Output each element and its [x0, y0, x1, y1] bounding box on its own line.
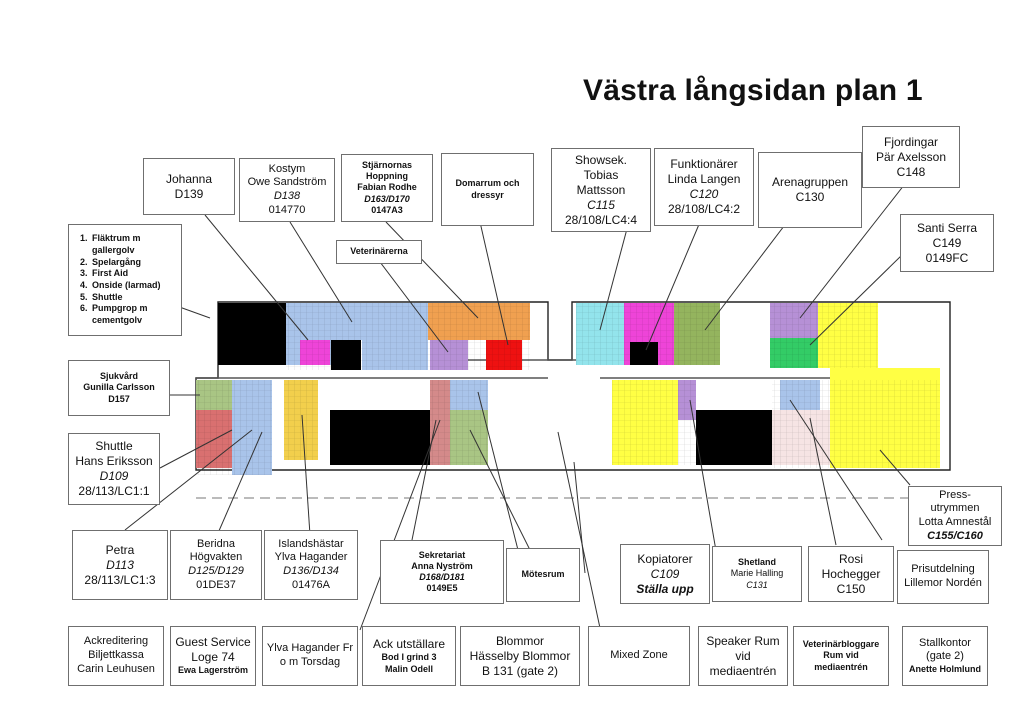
label-text: D125/D129 — [188, 565, 244, 577]
label-text: 014770 — [268, 203, 306, 216]
label-text: Ylva Hagander Fr — [266, 642, 354, 655]
label-text: B 131 (gate 2) — [481, 663, 559, 678]
label-stallkontor — [902, 626, 988, 686]
label-text: D157 — [108, 393, 130, 404]
legend-box — [68, 224, 182, 336]
label-text: Lillemor Nordén — [904, 577, 982, 589]
label-text: Mötesrum — [521, 569, 565, 580]
label-text: Lotta Amnestål — [918, 516, 992, 528]
label-text: mediaentrén — [814, 661, 868, 672]
label-domarrum — [441, 153, 534, 226]
page-title: Västra långsidan plan 1 — [583, 74, 923, 107]
label-text: Marie Halling — [730, 568, 784, 579]
label-text: C131 — [746, 579, 768, 590]
label-text: D136/D134 — [283, 565, 339, 577]
label-kostym — [239, 158, 335, 222]
label-text: D113 — [106, 557, 134, 572]
label-text: Sekretariat — [418, 549, 466, 560]
label-text: Domarrum och — [455, 178, 520, 189]
label-text: Prisutdelning — [911, 563, 975, 576]
label-text: 01476A — [292, 578, 330, 591]
label-text: Veterinärerna — [350, 246, 408, 257]
label-fjordingar — [862, 126, 960, 188]
label-text: D138 — [273, 190, 301, 202]
room-black-1 — [218, 303, 286, 365]
label-text: Ewa Lagerström — [177, 665, 249, 676]
label-text: Ställa upp — [636, 581, 694, 596]
label-text: 0149FC — [925, 250, 969, 265]
label-text: 28/113/LC1:1 — [78, 484, 150, 498]
label-text: 01DE37 — [196, 578, 236, 591]
label-text: Fabian Rodhe — [357, 182, 417, 193]
label-stjarnornas — [341, 154, 433, 222]
label-text: Malin Odell — [384, 663, 433, 674]
label-sekretariat — [380, 540, 504, 604]
label-text: 28/108/LC4:2 — [667, 202, 741, 216]
label-text: Linda Langen — [667, 172, 741, 186]
label-press — [908, 486, 1002, 546]
label-veterinarerna — [336, 240, 422, 264]
label-text: Ylva Hagander — [274, 551, 348, 564]
label-text: Ack utställare — [372, 637, 446, 652]
label-prisutdelning — [897, 550, 989, 604]
label-funktionarer — [654, 148, 754, 226]
label-text: Press- — [939, 488, 971, 501]
room-black-5 — [696, 410, 772, 465]
label-text: Carin Leuhusen — [77, 662, 155, 675]
label-text: Veterinärbloggare — [802, 639, 880, 650]
label-text: 28/113/LC1:3 — [84, 572, 156, 587]
label-text: (gate 2) — [926, 650, 964, 663]
label-text: Anna Nyström — [411, 560, 473, 571]
room-black-4 — [330, 410, 430, 465]
label-text: Fjordingar — [883, 134, 939, 149]
label-text: Arenagruppen — [771, 175, 849, 189]
label-text: Rosi — [838, 551, 863, 566]
label-text: Kopiatorer — [637, 551, 693, 566]
label-text: Mattsson — [576, 182, 626, 197]
label-text: Funktionärer — [670, 157, 738, 171]
label-text: Hans Eriksson — [75, 454, 153, 468]
label-text: C115 — [587, 197, 615, 212]
label-islandshastar — [264, 530, 358, 600]
label-text: Blommor — [495, 633, 544, 648]
label-text: Biljettkassa — [88, 649, 144, 662]
label-santi — [900, 214, 994, 272]
label-text: Hässelby Blommor — [469, 648, 571, 663]
label-text: Stallkontor — [919, 636, 971, 649]
label-text: Showsek. — [574, 152, 628, 167]
label-speaker-rum — [698, 626, 788, 686]
label-text: Hoppning — [366, 171, 408, 182]
label-shetland — [712, 546, 802, 602]
label-text: Petra — [105, 542, 135, 557]
label-text: C130 — [795, 190, 825, 204]
label-text: D163/D170 — [364, 193, 410, 204]
room-grid-overlay — [196, 303, 940, 475]
label-text: Santi Serra — [916, 220, 978, 235]
legend-item: 3. First Aid — [90, 268, 178, 280]
legend-item: 1. Fläktrum m gallergolv — [90, 233, 178, 256]
label-text: Shuttle — [95, 439, 133, 453]
label-text: vid — [735, 648, 751, 663]
label-text: Ackreditering — [83, 635, 149, 648]
label-text: mediaentrén — [709, 663, 777, 678]
label-text: Stjärnornas — [361, 159, 412, 170]
label-ack-utstallare — [362, 626, 456, 686]
label-beridna — [170, 530, 262, 600]
label-kopiatorer — [620, 544, 710, 604]
label-motesrum — [506, 548, 580, 602]
label-text: C148 — [896, 164, 926, 179]
label-text: 0147A3 — [371, 204, 403, 215]
label-text: Hochegger — [821, 566, 881, 581]
label-text: o m Torsdag — [279, 656, 341, 668]
label-guest-service — [170, 626, 256, 686]
legend-item: 5. Shuttle — [90, 292, 178, 304]
label-text: Guest Service — [175, 635, 251, 650]
label-text: Islandshästar — [278, 537, 344, 550]
label-text: Johanna — [165, 171, 213, 186]
label-text: Mixed Zone — [610, 649, 668, 662]
legend-item: 6. Pumpgrop m cementgolv — [90, 303, 178, 326]
label-ackreditering — [68, 626, 164, 686]
label-text: Pär Axelsson — [875, 149, 947, 164]
label-veterinarbloggare — [793, 626, 889, 686]
label-text: Shetland — [737, 557, 776, 568]
label-petra — [72, 530, 168, 600]
label-text: D109 — [99, 469, 129, 483]
label-text: Kostym — [268, 162, 306, 175]
label-text: Anette Holmlund — [909, 664, 981, 675]
label-text: C109 — [650, 566, 680, 581]
label-text: Rum vid — [823, 650, 859, 661]
label-mixed-zone — [588, 626, 690, 686]
label-text: Speaker Rum — [706, 633, 780, 648]
label-text: Loge 74 — [191, 650, 235, 665]
label-text: D168/D181 — [419, 572, 465, 582]
label-text: C155/C160 — [927, 529, 983, 542]
label-text: dressyr — [471, 189, 504, 200]
label-rosi — [808, 546, 894, 602]
legend-item: 2. Spelargång — [90, 257, 178, 269]
label-text: Bod I grind 3 — [381, 652, 437, 663]
label-text: 28/108/LC4:4 — [564, 212, 638, 227]
label-text: Högvakten — [189, 551, 243, 564]
label-text: Gunilla Carlsson — [83, 382, 155, 393]
label-showsek — [551, 148, 651, 232]
label-blommor — [460, 626, 580, 686]
label-text: utrymmen — [930, 502, 980, 515]
label-text: C120 — [689, 187, 719, 201]
label-text: Beridna — [197, 537, 235, 550]
label-text: C150 — [836, 581, 866, 596]
label-text: 0149E5 — [426, 583, 458, 594]
label-shuttle — [68, 433, 160, 505]
label-johanna — [143, 158, 235, 215]
label-text: Owe Sandström — [247, 176, 327, 189]
label-text: D139 — [174, 186, 204, 201]
legend-item: 4. Onside (larmad) — [90, 280, 178, 292]
label-text: Sjukvård — [99, 371, 139, 382]
label-arenagruppen — [758, 152, 862, 228]
label-text: Tobias — [583, 167, 619, 182]
label-text: C149 — [932, 235, 962, 250]
label-ylva — [262, 626, 358, 686]
label-sjukvard — [68, 360, 170, 416]
